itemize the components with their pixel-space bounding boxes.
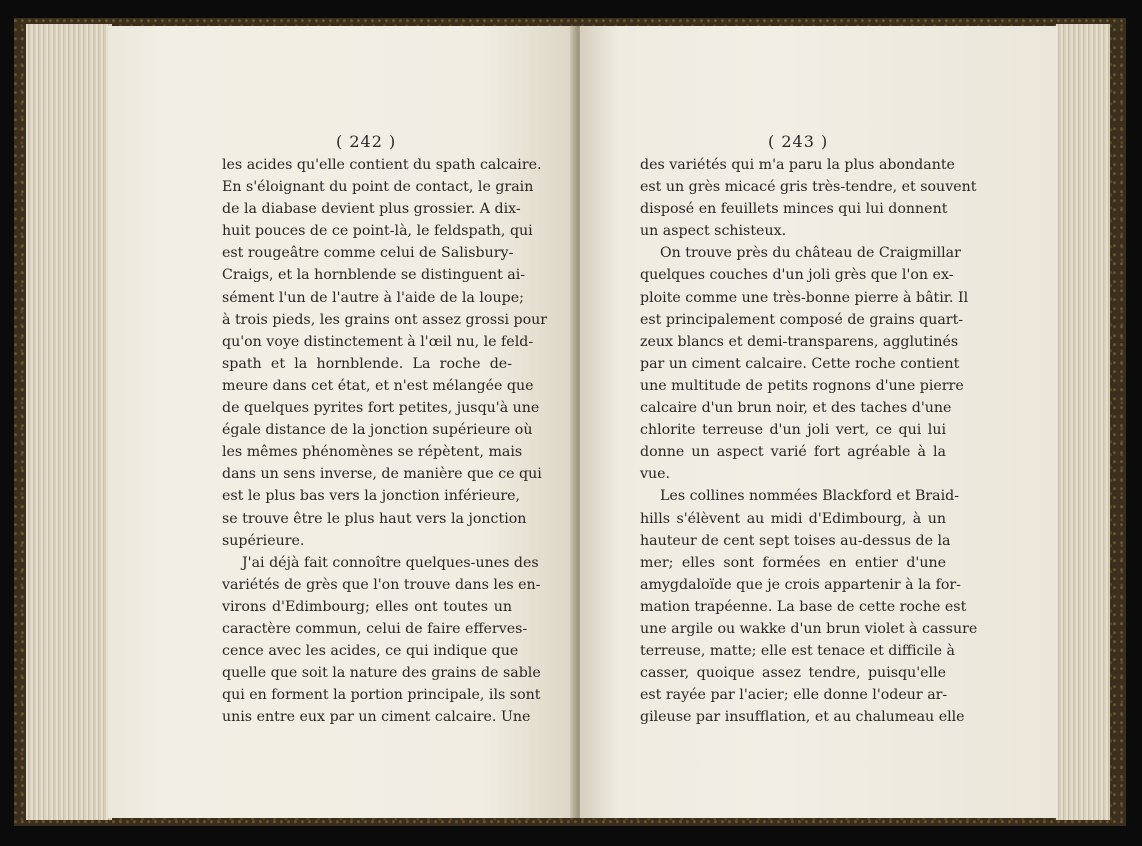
text-line: qu'on voye distinctement à l'œil nu, le feld-: [222, 333, 534, 350]
text-line: terreuse, matte; elle est tenace et difficile à: [640, 643, 955, 660]
text-line: mer; elles sont formées en entier d'une: [640, 554, 946, 571]
right-page-edges: [1056, 24, 1110, 820]
text-line: sément l'un de l'autre à l'aide de la loupe;: [222, 289, 524, 306]
left-page: [108, 26, 576, 818]
text-line: est rougeâtre comme celui de Salisbury-: [222, 245, 514, 262]
text-line: caractère commun, celui de faire efferves-: [222, 620, 528, 637]
text-line: supérieure.: [222, 532, 305, 549]
text-line: vue.: [640, 466, 671, 483]
text-line: disposé en feuillets minces qui lui donnent: [640, 201, 948, 218]
text-line: de la diabase devient plus grossier. A dix-: [222, 201, 521, 218]
text-line: J'ai déjà fait connoître quelques-unes des: [242, 554, 539, 571]
text-line: Les collines nommées Blackford et Braid-: [660, 488, 960, 505]
text-line: une multitude de petits rognons d'une pierre: [640, 377, 964, 394]
text-line: huit pouces de ce point-là, le feldspath, qui: [222, 223, 533, 240]
text-line: calcaire d'un brun noir, et des taches d'une: [640, 400, 952, 417]
text-line: variétés de grès que l'on trouve dans les en-: [222, 576, 541, 593]
text-line: ploite comme une très-bonne pierre à bâtir. Il: [640, 289, 969, 306]
text-line: amygdaloïde que je crois appartenir à la for-: [640, 576, 961, 593]
text-line: cence avec les acides, ce qui indique que: [222, 643, 519, 660]
text-line: zeux blancs et demi-transparens, agglutinés: [640, 333, 959, 350]
text-line: En s'éloignant du point de contact, le grain: [222, 179, 534, 196]
text-line: dans un sens inverse, de manière que ce qui: [222, 466, 542, 483]
text-line: meure dans cet état, et n'est mélangée que: [222, 377, 534, 394]
text-line: est un grès micacé gris très-tendre, et souvent: [640, 179, 977, 196]
text-line: On trouve près du château de Craigmillar: [660, 245, 961, 262]
text-line: est rayée par l'acier; elle donne l'odeur ar-: [640, 687, 948, 704]
right-page-text: [640, 154, 978, 728]
right-page-number: ( 243 ): [768, 132, 829, 151]
text-line: quelle que soit la nature des grains de sable: [222, 665, 541, 682]
text-line: hauteur de cent sept toises au-dessus de la: [640, 532, 951, 549]
text-line: hills s'élèvent au midi d'Edimbourg, à un: [640, 510, 946, 527]
text-line: unis entre eux par un ciment calcaire. Une: [222, 709, 531, 726]
text-line: les acides qu'elle contient du spath calcaire.: [222, 157, 542, 173]
text-line: donne un aspect varié fort agréable à la: [640, 444, 946, 461]
text-line: par un ciment calcaire. Cette roche contient: [640, 355, 960, 372]
text-line: est le plus bas vers la jonction inférieure,: [222, 488, 521, 505]
left-page-text: [222, 154, 548, 728]
text-line: une argile ou wakke d'un brun violet à cassure: [640, 620, 978, 637]
text-line: virons d'Edimbourg; elles ont toutes un: [222, 598, 512, 615]
left-page-number: ( 242 ): [336, 132, 397, 151]
text-line: mation trapéenne. La base de cette roche est: [640, 598, 967, 615]
text-line: est principalement composé de grains quart-: [640, 311, 964, 328]
text-line: quelques couches d'un joli grès que l'on ex-: [640, 267, 954, 284]
text-line: à trois pieds, les grains ont assez grossi pour: [222, 311, 548, 328]
text-line: des variétés qui m'a paru la plus abondante: [640, 157, 955, 173]
text-line: un aspect schisteux.: [640, 223, 787, 240]
left-page-edges: [26, 24, 112, 820]
text-line: spath et la hornblende. La roche de-: [222, 355, 512, 372]
text-line: se trouve être le plus haut vers la jonction: [222, 510, 527, 527]
text-line: gileuse par insufflation, et au chalumeau elle: [640, 709, 965, 726]
text-line: les mêmes phénomènes se répètent, mais: [222, 444, 523, 461]
text-line: chlorite terreuse d'un joli vert, ce qui lui: [640, 422, 946, 439]
right-page: [580, 26, 1058, 818]
text-line: qui en forment la portion principale, ils sont: [222, 687, 541, 704]
text-line: casser, quoique assez tendre, puisqu'elle: [640, 665, 946, 682]
text-line: égale distance de la jonction supérieure où: [222, 422, 533, 439]
text-line: de quelques pyrites fort petites, jusqu'à une: [222, 400, 540, 417]
text-line: Craigs, et la hornblende se distinguent ai-: [222, 267, 526, 284]
